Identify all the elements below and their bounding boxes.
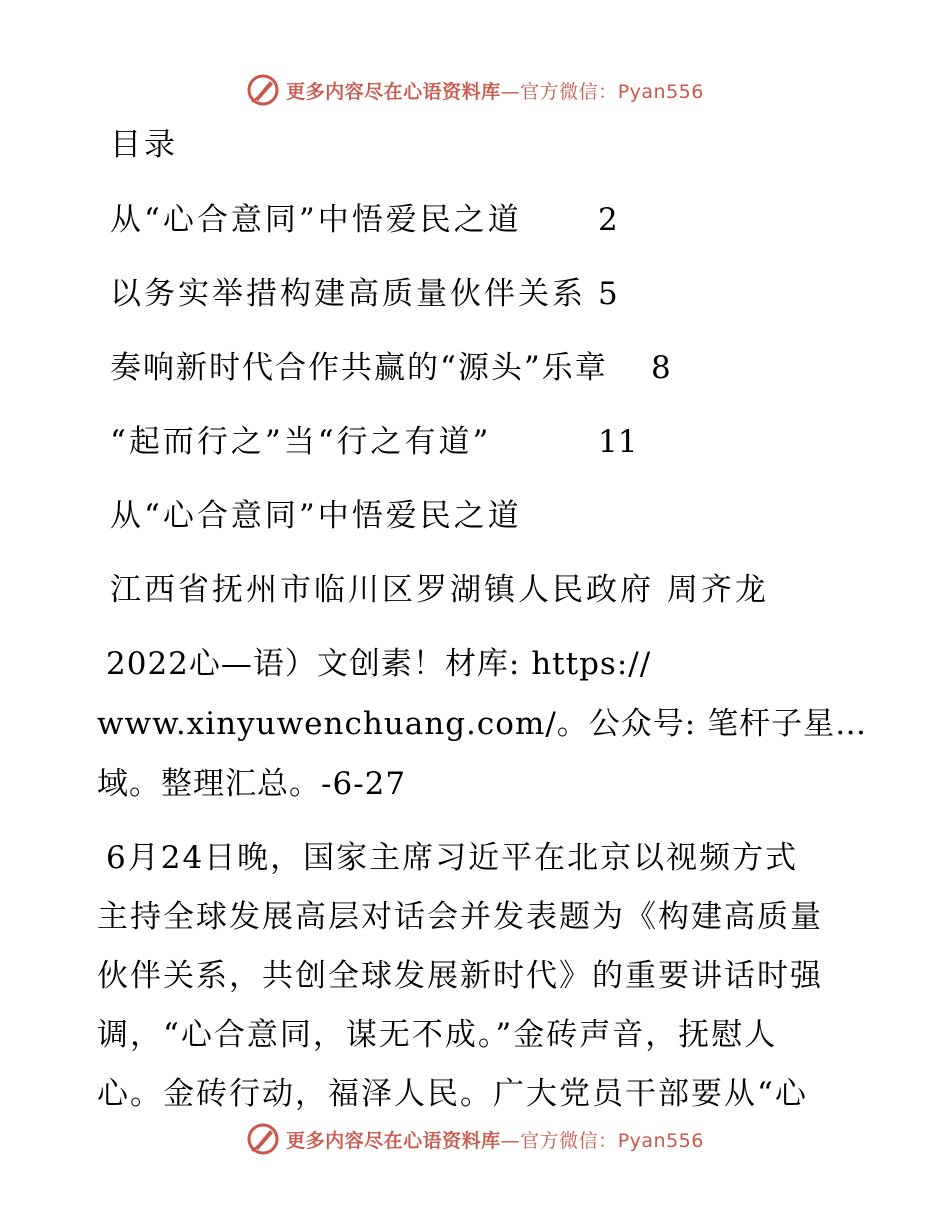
watermark-line: www.xinyuwenchuang.com/。公众号: 笔杆子星… (97, 706, 868, 742)
quill-seal-icon (246, 73, 280, 107)
banner-wechat-id: Pyan556 (617, 1129, 704, 1152)
banner-text (286, 77, 704, 104)
header-banner (0, 68, 950, 112)
toc-item-page: 11 (598, 424, 638, 460)
banner-wechat-id: Pyan556 (617, 80, 704, 103)
quill-seal-icon (246, 1122, 280, 1156)
toc-item-title[interactable]: 奏响新时代合作共赢的“源头”乐章 (110, 350, 608, 386)
toc-item-title[interactable]: 从“心合意同”中悟爱民之道 (110, 202, 522, 238)
watermark-line: 2022心—语）文创素！材库: https:// (106, 646, 652, 682)
banner-text (286, 1126, 704, 1153)
banner-separator-text: —官方微信： (500, 1129, 618, 1152)
article-title: 从“心合意同”中悟爱民之道 (110, 498, 522, 534)
toc-item-page: 2 (598, 202, 618, 238)
footer-banner (0, 1117, 950, 1161)
article-author: 江西省抚州市临川区罗湖镇人民政府 周齐龙 (110, 572, 769, 608)
banner-main-text: 更多内容尽在心语资料库 (286, 80, 501, 103)
body-line: 调，“心合意同，谋无不成。”金砖声音，抚慰人 (97, 1017, 778, 1053)
toc-heading: 目录 (110, 127, 178, 163)
body-line: 6月24日晚，国家主席习近平在北京以视频方式 (106, 840, 799, 876)
body-line: 主持全球发展高层对话会并发表题为《构建高质量 (97, 899, 823, 935)
watermark-line: 域。整理汇总。-6-27 (97, 766, 407, 802)
body-line: 伙伴关系，共创全球发展新时代》的重要讲话时强 (97, 958, 823, 994)
toc-item-page: 8 (651, 350, 671, 386)
toc-item-page: 5 (598, 276, 618, 312)
toc-item-title[interactable]: “起而行之”当“行之有道” (110, 424, 492, 460)
banner-main-text: 更多内容尽在心语资料库 (286, 1129, 501, 1152)
toc-item-title[interactable]: 以务实举措构建高质量伙伴关系 (110, 276, 586, 312)
body-line: 心。金砖行动，福泽人民。广大党员干部要从“心 (97, 1076, 808, 1112)
banner-separator-text: —官方微信： (500, 80, 618, 103)
